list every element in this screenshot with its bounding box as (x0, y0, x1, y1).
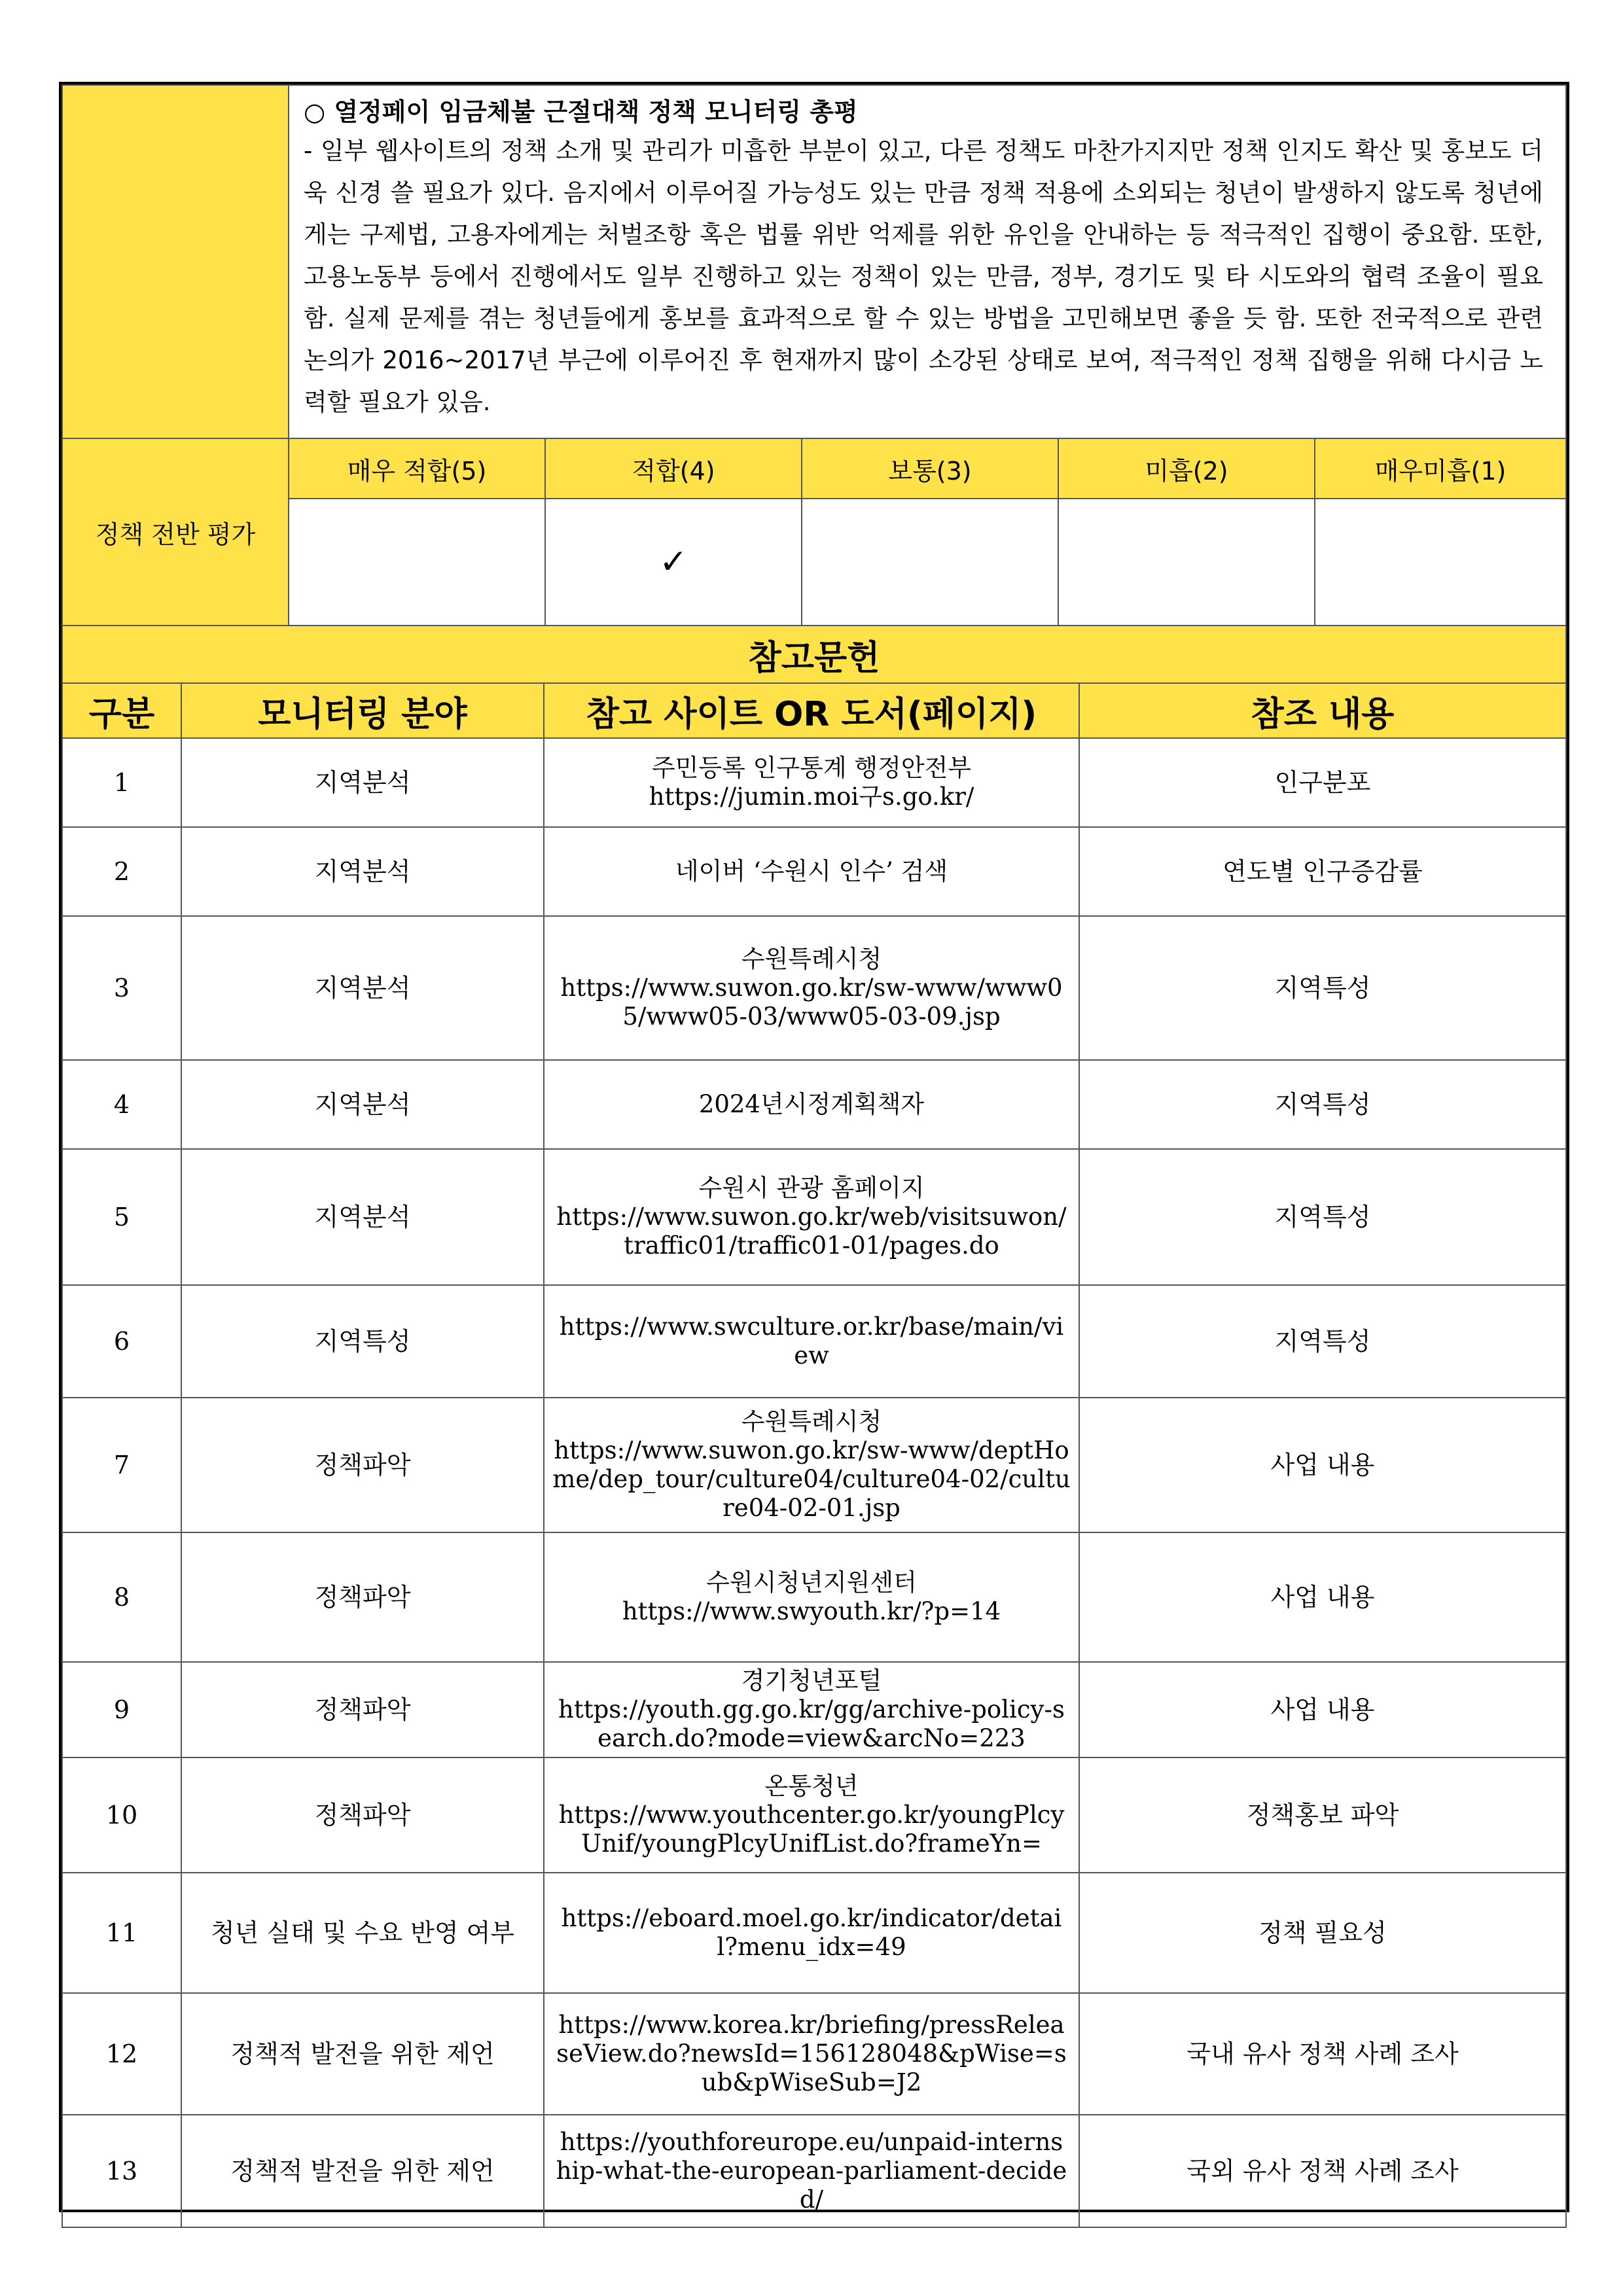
row-no: 9 (62, 1662, 181, 1757)
references-body (62, 738, 1566, 2227)
row-content: 국외 유사 정책 사례 조사 (1079, 2115, 1566, 2227)
eval-option-3: 보통(3) (802, 438, 1058, 499)
source-name: 수원시청년지원센터 (706, 1568, 917, 1597)
source-name: 주민등록 인구통계 행정안전부 (651, 754, 972, 782)
row-source (544, 1993, 1079, 2115)
row-content: 정책 필요성 (1079, 1873, 1566, 1993)
row-field: 지역분석 (181, 1149, 544, 1285)
source-name: 수원시 관광 홈페이지 (698, 1174, 925, 1202)
references-title: 참고문헌 (62, 626, 1566, 683)
summary-label-cell (62, 85, 289, 438)
summary-row (62, 85, 1566, 438)
row-source (544, 916, 1079, 1060)
row-field: 지역분석 (181, 916, 544, 1060)
table-row (62, 916, 1566, 1060)
row-source (544, 1757, 1079, 1873)
row-content: 사업 내용 (1079, 1398, 1566, 1532)
eval-option-1: 매우미흡(1) (1315, 438, 1566, 499)
references-table (62, 625, 1567, 2228)
summary-eval-table (62, 84, 1567, 626)
eval-option-4: 적합(4) (545, 438, 802, 499)
row-field: 지역분석 (181, 738, 544, 827)
source-name: 네이버 ‘수원시 인수’ 검색 (675, 857, 948, 885)
row-field: 지역분석 (181, 1060, 544, 1149)
row-field: 청년 실태 및 수요 반영 여부 (181, 1873, 544, 1993)
col-header-content: 참조 내용 (1079, 683, 1566, 738)
row-content: 지역특성 (1079, 1060, 1566, 1149)
row-source (544, 2115, 1079, 2227)
references-header-row (62, 683, 1566, 738)
source-url-link[interactable]: https://www.swculture.or.kr/base/main/view (559, 1313, 1064, 1369)
row-field: 지역특성 (181, 1285, 544, 1398)
row-content: 지역특성 (1079, 1285, 1566, 1398)
source-url-link[interactable]: https://www.suwon.go.kr/sw-www/deptHome/dep_tour/culture04/culture04-02/culture04-02-01.jsp (552, 1436, 1071, 1522)
source-name: 경기청년포털 (741, 1667, 882, 1695)
references-title-row (62, 626, 1566, 683)
row-content: 사업 내용 (1079, 1662, 1566, 1757)
table-row (62, 1285, 1566, 1398)
row-source (544, 1532, 1079, 1662)
row-content: 지역특성 (1079, 916, 1566, 1060)
source-url-link[interactable]: https://www.youthcenter.go.kr/youngPlcyUnif/youngPlcyUnifList.do?frameYn= (558, 1801, 1065, 1858)
table-row (62, 1662, 1566, 1757)
row-field: 정책파악 (181, 1757, 544, 1873)
source-url-link[interactable]: https://jumin.moi구s.go.kr/ (649, 783, 974, 811)
row-content: 연도별 인구증감률 (1079, 827, 1566, 916)
row-no: 4 (62, 1060, 181, 1149)
source-url-link[interactable]: https://eboard.moel.go.kr/indicator/detail?menu_idx=49 (561, 1904, 1062, 1961)
eval-label: 정책 전반 평가 (62, 438, 289, 626)
row-no: 8 (62, 1532, 181, 1662)
row-source (544, 827, 1079, 916)
row-no: 7 (62, 1398, 181, 1532)
table-row (62, 1532, 1566, 1662)
row-content: 지역특성 (1079, 1149, 1566, 1285)
source-url-link[interactable]: https://www.suwon.go.kr/sw-www/www05/www05-03/www05-03-09.jsp (560, 974, 1063, 1031)
row-source (544, 738, 1079, 827)
table-row (62, 1993, 1566, 2115)
source-url-link[interactable]: https://www.swyouth.kr/?p=14 (622, 1597, 1001, 1625)
eval-option-5: 매우 적합(5) (289, 438, 545, 499)
row-content: 사업 내용 (1079, 1532, 1566, 1662)
row-content: 정책홍보 파악 (1079, 1757, 1566, 1873)
eval-mark-5[interactable] (289, 499, 545, 626)
table-row (62, 2115, 1566, 2227)
source-url-link[interactable]: https://youthforeurope.eu/unpaid-internship-what-the-european-parliament-decided/ (556, 2128, 1067, 2214)
row-no: 1 (62, 738, 181, 827)
row-field: 정책파악 (181, 1398, 544, 1532)
source-url-link[interactable]: https://www.suwon.go.kr/web/visitsuwon/traffic01/traffic01-01/pages.do (556, 1203, 1067, 1260)
eval-mark-1[interactable] (1315, 499, 1566, 626)
table-row (62, 1149, 1566, 1285)
col-header-field: 모니터링 분야 (181, 683, 544, 738)
table-row (62, 827, 1566, 916)
row-no: 11 (62, 1873, 181, 1993)
row-no: 13 (62, 2115, 181, 2227)
row-no: 5 (62, 1149, 181, 1285)
row-field: 정책파악 (181, 1532, 544, 1662)
row-content: 인구분포 (1079, 738, 1566, 827)
row-field: 정책적 발전을 위한 제언 (181, 1993, 544, 2115)
row-source (544, 1285, 1079, 1398)
eval-option-2: 미흡(2) (1058, 438, 1315, 499)
col-header-no: 구분 (62, 683, 181, 738)
row-no: 10 (62, 1757, 181, 1873)
document-frame (59, 82, 1569, 2212)
eval-mark-3[interactable] (802, 499, 1058, 626)
eval-mark-2[interactable] (1058, 499, 1315, 626)
summary-cell (289, 85, 1566, 438)
row-field: 정책파악 (181, 1662, 544, 1757)
row-field: 지역분석 (181, 827, 544, 916)
source-name: 2024년시정계획책자 (698, 1090, 925, 1118)
row-no: 3 (62, 916, 181, 1060)
summary-text: - 일부 웹사이트의 정책 소개 및 관리가 미흡한 부분이 있고, 다른 정책도 마찬가지지만 정책 인지도 확산 및 홍보도 더욱 신경 쓸 필요가 있다. 음지에서 이루어질 가능성도 있는 만큼 정책 적용에 소외되는 청년이 발생하지 않도록 청년에게는 구제법, 고용자에게는 처벌조항 혹은 법률 위반 억제를 위한 유인을 안내하는 등 적극적인 집행이 중요함. 또한, 고용노동부 등에서 진행에서도 일부 진행하고 있는 정책이 있는 만큼, 정부, 경기도 및 타 시도와의 협력 조율이 필요함. 실제 문제를 겪는 청년들에게 홍보를 효과적으로 할 수 있는 방법을 고민해보면 좋을 듯 함. 또한 전국적으로 관련 논의가 2016~2017년 부근에 이루어진 후 현재까지 많이 소강된 상태로 보여, 적극적인 정책 집행을 위해 다시금 노력할 필요가 있음. (304, 137, 1543, 416)
row-source (544, 1398, 1079, 1532)
row-source (544, 1662, 1079, 1757)
source-name: 수원특례시청 (741, 1407, 882, 1436)
source-name: 수원특례시청 (741, 945, 882, 973)
row-no: 12 (62, 1993, 181, 2115)
col-header-source: 참고 사이트 OR 도서(페이지) (544, 683, 1079, 738)
row-source (544, 1873, 1079, 1993)
table-row (62, 1757, 1566, 1873)
row-field: 정책적 발전을 위한 제언 (181, 2115, 544, 2227)
table-row (62, 1060, 1566, 1149)
eval-mark-4[interactable]: ✓ (545, 499, 802, 626)
source-name: 온통청년 (764, 1772, 859, 1800)
source-url-link[interactable]: https://youth.gg.go.kr/gg/archive-policy-search.do?mode=view&arcNo=223 (558, 1695, 1065, 1752)
table-row (62, 1873, 1566, 1993)
table-row (62, 738, 1566, 827)
summary-title: ○ 열정페이 임금체불 근절대책 정책 모니터링 총평 (304, 97, 858, 126)
row-no: 2 (62, 827, 181, 916)
row-source (544, 1149, 1079, 1285)
row-content: 국내 유사 정책 사례 조사 (1079, 1993, 1566, 2115)
source-url-link[interactable]: https://www.korea.kr/briefing/pressReleaseView.do?newsId=156128048&pWise=sub&pWiseSub=J2 (556, 2011, 1067, 2096)
table-row (62, 1398, 1566, 1532)
eval-header-row (62, 438, 1566, 499)
row-source (544, 1060, 1079, 1149)
row-no: 6 (62, 1285, 181, 1398)
